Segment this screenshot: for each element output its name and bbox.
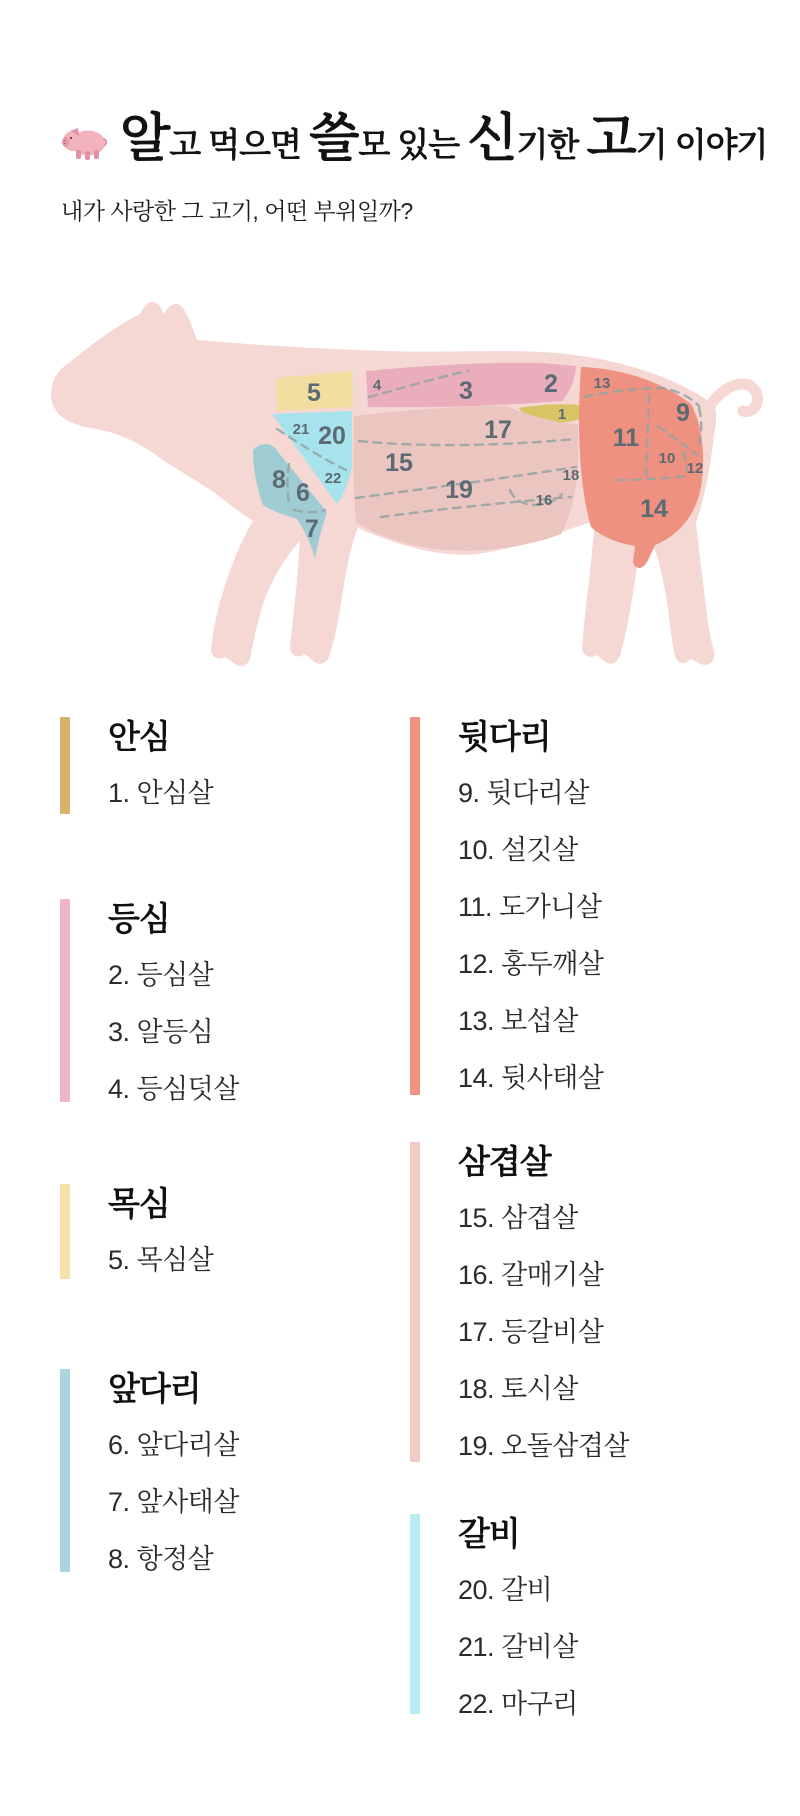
section-items [458, 1559, 758, 1730]
pig-tail [712, 384, 758, 412]
title-segment: 쓸 [309, 110, 359, 168]
title-segment: 알 [120, 110, 170, 168]
section-title: 삼겹살 [458, 1143, 551, 1180]
list-item: 16. 갈매기살 [458, 1260, 604, 1290]
header [61, 96, 768, 226]
section-title: 뒷다리 [458, 718, 551, 755]
list-item: 6. 앞다리살 [108, 1430, 239, 1460]
section-items [108, 762, 408, 819]
legend-section-galbi [458, 1512, 758, 1730]
region-label-12: 12 [686, 460, 704, 477]
section-items [458, 762, 758, 1104]
region-label-18: 18 [562, 467, 580, 484]
list-item: 10. 설깃살 [458, 835, 578, 865]
title-segment: 기한 [516, 126, 587, 163]
section-title: 앞다리 [108, 1370, 201, 1407]
list-item: 17. 등갈비살 [458, 1317, 604, 1347]
legend-section-deungsim [108, 897, 408, 1115]
region-label-3: 3 [459, 377, 473, 405]
section-color-bar [410, 1514, 420, 1714]
section-color-bar [60, 717, 70, 814]
section-color-bar [410, 717, 420, 1095]
region-label-15: 15 [385, 449, 413, 477]
list-item: 22. 마구리 [458, 1689, 578, 1719]
list-item: 14. 뒷사태살 [458, 1063, 604, 1093]
region-label-16: 16 [535, 492, 553, 509]
list-item: 13. 보섭살 [458, 1006, 578, 1036]
list-item: 18. 토시살 [458, 1374, 578, 1404]
list-item: 5. 목심살 [108, 1245, 214, 1275]
section-items [108, 1229, 408, 1286]
title-segment: 고 [586, 110, 636, 168]
section-title: 목심 [108, 1185, 170, 1222]
section-color-bar [410, 1142, 420, 1462]
list-item: 19. 오돌삼겹살 [458, 1431, 629, 1461]
region-label-14: 14 [640, 495, 668, 523]
list-item: 15. 삼겹살 [458, 1203, 578, 1233]
region-label-7: 7 [305, 515, 319, 543]
title-segment: 모 있는 [358, 126, 468, 163]
region-label-22: 22 [324, 470, 342, 487]
list-item: 9. 뒷다리살 [458, 778, 589, 808]
region-label-17: 17 [484, 416, 512, 444]
title-segment: 고 먹으면 [169, 126, 310, 163]
list-item: 12. 홍두깨살 [458, 949, 604, 979]
section-items [108, 1414, 408, 1585]
list-item: 21. 갈비살 [458, 1632, 578, 1662]
pig-diagram [0, 230, 800, 680]
legend-section-samgyeopsal [458, 1140, 758, 1472]
region-label-20: 20 [318, 422, 346, 450]
list-item: 20. 갈비 [458, 1575, 553, 1605]
section-color-bar [60, 1184, 70, 1279]
list-item: 2. 등심살 [108, 960, 214, 990]
region-label-13: 13 [593, 375, 611, 392]
legend-section-apdari [108, 1367, 408, 1585]
pig-emoji-icon [61, 122, 107, 162]
region-label-9: 9 [676, 399, 690, 427]
section-items [108, 944, 408, 1115]
list-item: 1. 안심살 [108, 778, 214, 808]
list-item: 3. 알등심 [108, 1017, 214, 1047]
page-title [61, 96, 768, 171]
section-items [458, 1187, 758, 1472]
region-label-2: 2 [544, 370, 558, 398]
region-label-1: 1 [557, 406, 567, 423]
region-label-21: 21 [292, 421, 310, 438]
section-title: 안심 [108, 718, 170, 755]
region-label-4: 4 [372, 377, 382, 394]
section-color-bar [60, 1369, 70, 1572]
list-item: 11. 도가니살 [458, 892, 602, 922]
section-title: 등심 [108, 900, 170, 937]
region-label-10: 10 [658, 450, 676, 467]
region-label-6: 6 [296, 479, 310, 507]
title-segment: 신 [467, 110, 517, 168]
section-title: 갈비 [458, 1515, 520, 1552]
title-segment: 기 이야기 [635, 126, 768, 163]
region-label-11: 11 [612, 424, 640, 452]
region-label-8: 8 [272, 466, 286, 494]
list-item: 7. 앞사태살 [108, 1487, 239, 1517]
subtitle: 내가 사랑한 그 고기, 어떤 부위일까? [61, 198, 413, 224]
section-color-bar [60, 899, 70, 1102]
legend-section-dwitdari [458, 715, 758, 1104]
region-label-5: 5 [307, 379, 321, 407]
legend-section-ansim [108, 715, 408, 819]
list-item: 8. 항정살 [108, 1544, 214, 1574]
legend-section-moksim [108, 1182, 408, 1286]
region-label-19: 19 [445, 476, 473, 504]
list-item: 4. 등심덧살 [108, 1074, 239, 1104]
